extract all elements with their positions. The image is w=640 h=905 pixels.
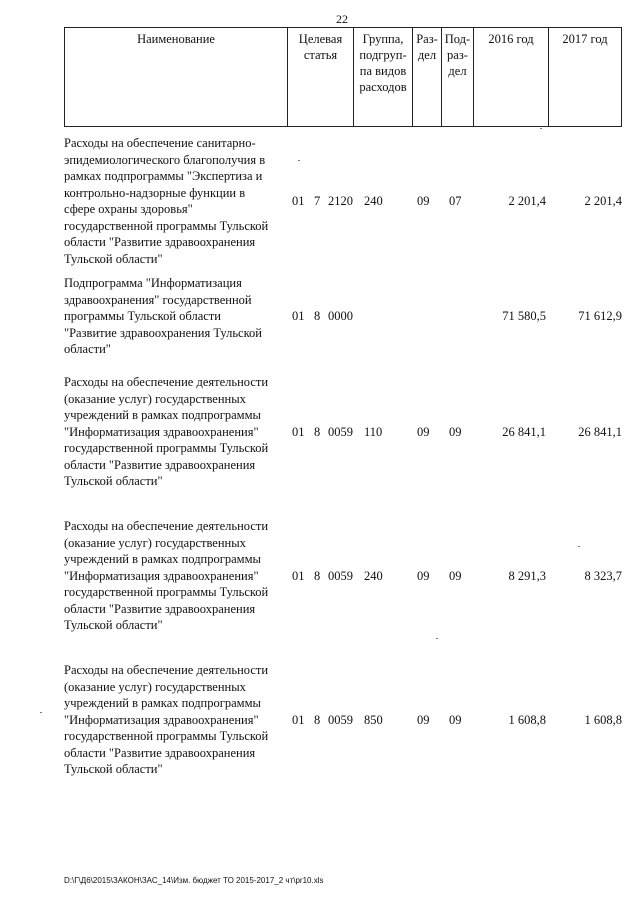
header-target-line: Целевая	[298, 32, 343, 46]
direction-code: 0000	[328, 309, 353, 323]
scan-speck	[540, 128, 542, 129]
amount-2016: 2 201,4	[508, 194, 546, 208]
file-path-footer: D:\Г\Д6\2015\ЗАКОН\ЗАС_14\Изм. бюджет ТО 2015-2017_2 чт\pr10.xls	[64, 876, 324, 885]
description-line: Расходы на обеспечение деятельности	[64, 663, 269, 677]
program-code: 01	[292, 713, 305, 727]
description-line: области "Развитие здравоохранения	[64, 601, 256, 616]
amount-2016: 1 608,8	[508, 713, 546, 727]
direction-code: 2120	[328, 194, 353, 208]
row-description	[64, 275, 288, 358]
header-section	[412, 28, 441, 126]
scan-speck	[40, 712, 42, 713]
table-row	[64, 374, 624, 490]
header-group-line: па видов	[359, 64, 407, 78]
row-description	[64, 374, 288, 490]
row-description	[64, 135, 288, 267]
section-code: 09	[417, 194, 430, 208]
amount-2017: 2 201,4	[584, 194, 622, 208]
header-2016-label: 2016 год	[488, 32, 534, 46]
description-line: Тульской области"	[64, 251, 163, 266]
expense-group: 240	[364, 194, 383, 208]
program-code: 01	[292, 194, 305, 208]
description-line: сфере охраны здоровья"	[64, 202, 193, 216]
table-row	[64, 662, 624, 778]
description-line: "Информатизация здравоохранения"	[64, 712, 259, 727]
amount-2017: 71 612,9	[578, 309, 622, 323]
description-line: рамках подпрограммы "Экспертиза и	[64, 169, 263, 183]
header-name-label: Наименование	[137, 32, 215, 46]
scan-speck	[578, 546, 580, 547]
amount-2017: 26 841,1	[578, 425, 622, 439]
description-line: "Информатизация здравоохранения"	[64, 424, 259, 439]
header-target-line: статья	[303, 48, 338, 62]
description-line: "Развитие здравоохранения Тульской	[64, 325, 262, 340]
header-name	[65, 28, 287, 126]
table-row	[64, 518, 624, 634]
header-section-line: дел	[417, 48, 437, 62]
subprogram-code: 8	[314, 309, 321, 323]
description-line: области "Развитие здравоохранения	[64, 745, 256, 760]
header-group-line: Группа,	[362, 32, 404, 46]
description-line: (оказание услуг) государственных	[64, 679, 246, 694]
description-line: государственной программы Тульской	[64, 585, 269, 599]
description-line: учреждений в рамках подпрограммы	[64, 552, 261, 566]
program-code: 01	[292, 569, 305, 583]
subsection-code: 09	[449, 569, 462, 583]
description-line: (оказание услуг) государственных	[64, 391, 246, 406]
subprogram-code: 8	[314, 569, 321, 583]
program-code: 01	[292, 309, 305, 323]
description-line: Подпрограмма "Информатизация	[64, 276, 242, 290]
description-line: здравоохранения" государственной	[64, 292, 252, 307]
expense-group: 240	[364, 569, 383, 583]
header-2017	[548, 28, 621, 126]
description-line: Тульской области"	[64, 762, 163, 776]
header-group	[353, 28, 412, 126]
row-description	[64, 662, 288, 778]
section-code: 09	[417, 425, 430, 439]
scan-speck	[436, 638, 438, 639]
header-subsection-line: раз-	[447, 48, 468, 62]
subsection-code: 09	[449, 425, 462, 439]
description-line: программы Тульской области	[64, 309, 221, 323]
description-line: государственной программы Тульской	[64, 218, 269, 233]
description-line: (оказание услуг) государственных	[64, 535, 246, 550]
direction-code: 0059	[328, 713, 353, 727]
header-section-line: Раз-	[416, 32, 438, 46]
program-code: 01	[292, 425, 305, 439]
section-code: 09	[417, 713, 430, 727]
subprogram-code: 8	[314, 425, 321, 439]
direction-code: 0059	[328, 569, 353, 583]
subprogram-code: 7	[314, 194, 321, 208]
header-subsection-line: Под-	[444, 32, 471, 46]
description-line: области "Развитие здравоохранения	[64, 235, 256, 249]
header-2016	[473, 28, 548, 126]
table-row	[64, 135, 624, 267]
amount-2016: 71 580,5	[502, 309, 546, 323]
expense-group: 110	[364, 425, 383, 439]
header-2017-label: 2017 год	[562, 32, 608, 46]
expense-group: 850	[364, 713, 383, 727]
description-line: контрольно-надзорные функции в	[64, 185, 246, 200]
header-subsection	[441, 28, 473, 126]
header-target-article	[287, 28, 353, 126]
amount-2016: 26 841,1	[502, 425, 546, 439]
amount-2017: 1 608,8	[584, 713, 622, 727]
description-line: учреждений в рамках подпрограммы	[64, 408, 261, 422]
subsection-code: 07	[449, 194, 462, 208]
table-row	[64, 275, 624, 359]
subprogram-code: 8	[314, 713, 321, 727]
row-description	[64, 518, 288, 634]
scan-speck	[298, 160, 300, 161]
description-line: государственной программы Тульской	[64, 441, 269, 455]
description-line: учреждений в рамках подпрограммы	[64, 696, 261, 710]
description-line: государственной программы Тульской	[64, 729, 269, 743]
description-line: области"	[64, 342, 111, 356]
description-line: эпидемиологического благополучия в	[64, 152, 266, 167]
direction-code: 0059	[328, 425, 353, 439]
description-line: Тульской области"	[64, 474, 163, 488]
section-code: 09	[417, 569, 430, 583]
description-line: Расходы на обеспечение санитарно-	[64, 136, 256, 150]
subsection-code: 09	[449, 713, 462, 727]
amount-2016: 8 291,3	[508, 569, 546, 583]
header-subsection-line: дел	[448, 64, 467, 78]
table-header	[64, 27, 622, 127]
description-line: "Информатизация здравоохранения"	[64, 568, 259, 583]
page-number: 22	[336, 12, 348, 26]
header-group-line: расходов	[359, 80, 407, 94]
amount-2017: 8 323,7	[584, 569, 622, 583]
header-group-line: подгруп-	[359, 48, 407, 62]
description-line: области "Развитие здравоохранения	[64, 457, 256, 472]
description-line: Расходы на обеспечение деятельности	[64, 519, 269, 533]
description-line: Тульской области"	[64, 618, 163, 632]
description-line: Расходы на обеспечение деятельности	[64, 375, 269, 389]
